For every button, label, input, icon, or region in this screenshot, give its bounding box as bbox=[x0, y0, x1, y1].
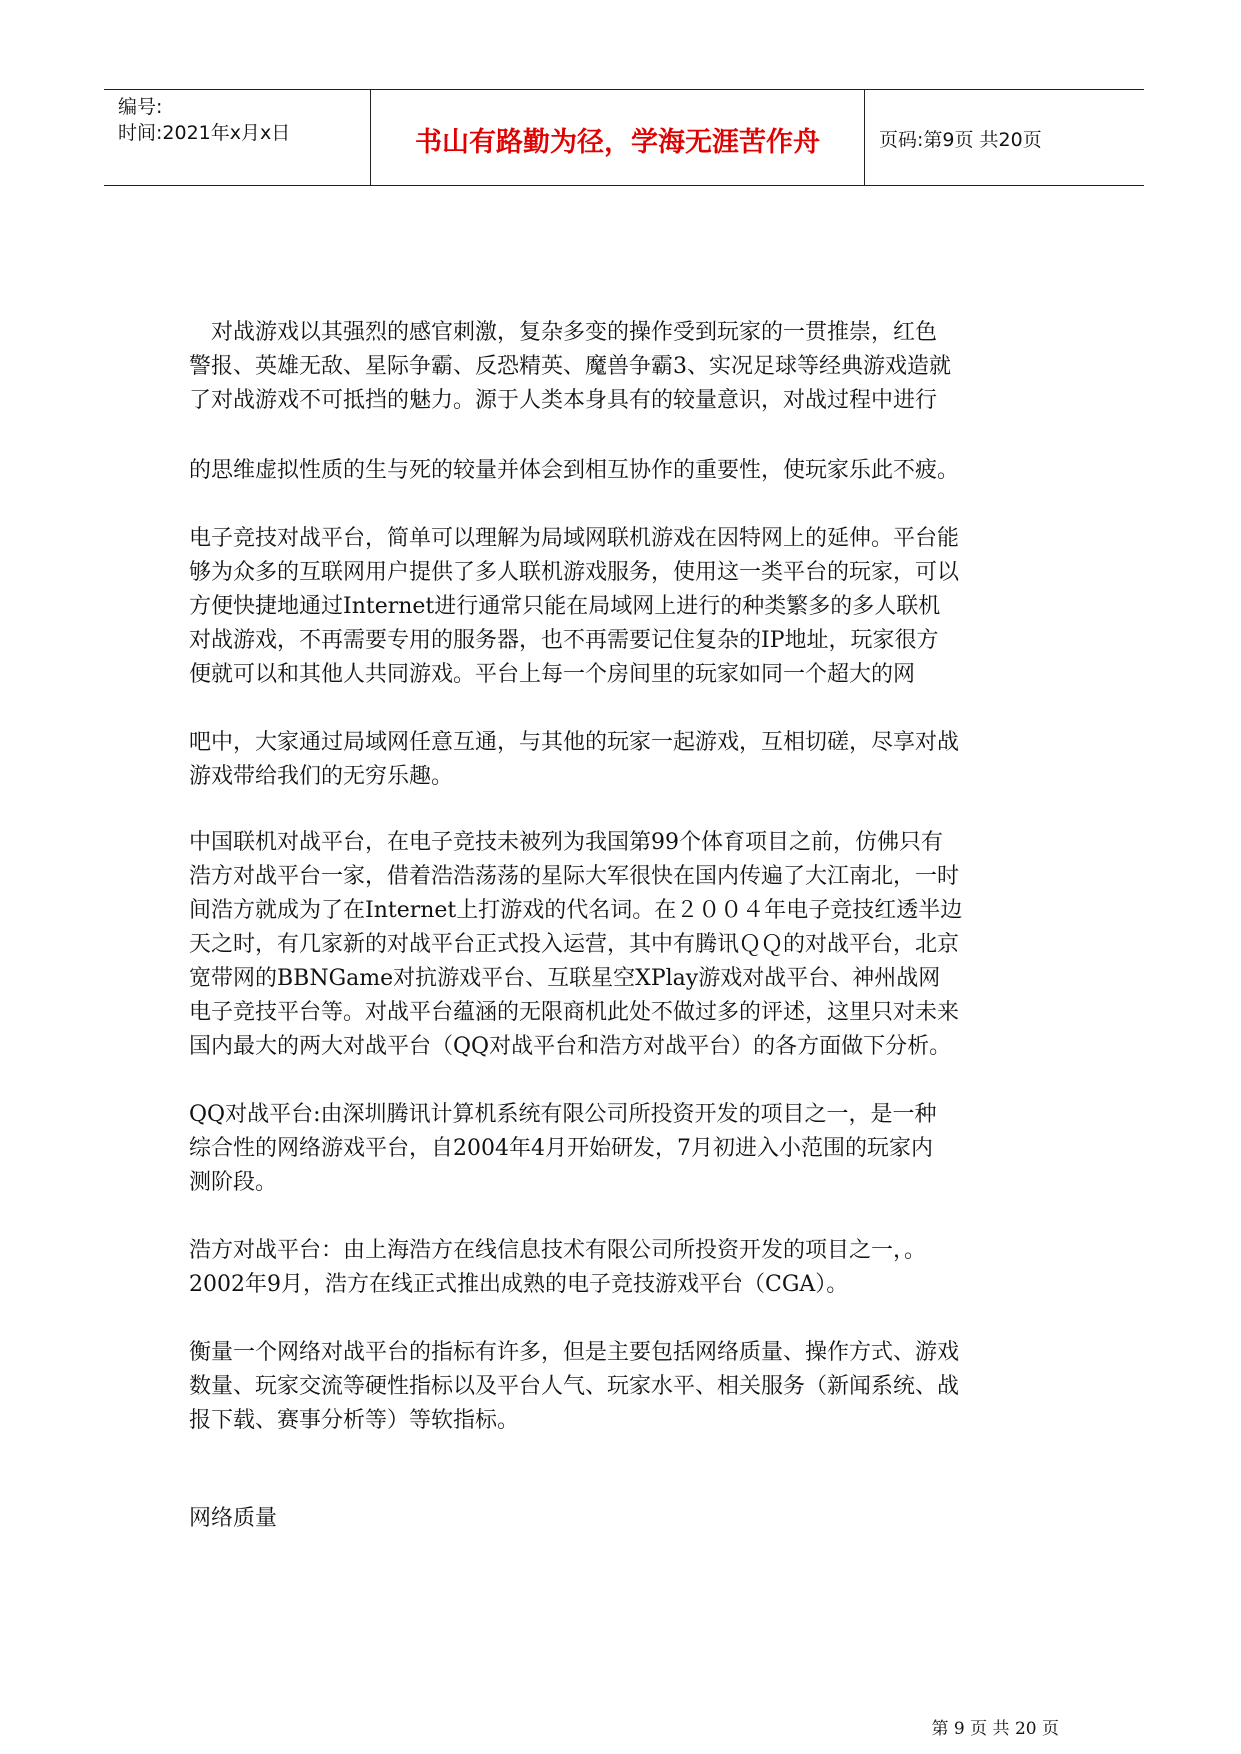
body-line: 数量、玩家交流等硬性指标以及平台人气、玩家水平、相关服务（新闻系统、战 bbox=[189, 1374, 960, 1399]
body-line: 报下载、赛事分析等）等软指标。 bbox=[189, 1408, 520, 1433]
body-line: 宽带网的BBNGame对抗游戏平台、互联星空XPlay游戏对战平台、神州战网 bbox=[189, 966, 941, 991]
body-line: 电子竞技对战平台，简单可以理解为局域网联机游戏在因特网上的延伸。平台能 bbox=[189, 526, 960, 551]
body-line: 的思维虚拟性质的生与死的较量并体会到相互协作的重要性，使玩家乐此不疲。 bbox=[189, 458, 960, 483]
body-line: 国内最大的两大对战平台（QQ对战平台和浩方对战平台）的各方面做下分析。 bbox=[189, 1034, 952, 1059]
header-page-cell bbox=[865, 90, 1144, 185]
body-line: 衡量一个网络对战平台的指标有许多，但是主要包括网络质量、操作方式、游戏 bbox=[189, 1340, 960, 1365]
body-line: 便就可以和其他人共同游戏。平台上每一个房间里的玩家如同一个超大的网 bbox=[189, 662, 916, 687]
body-line: 电子竞技平台等。对战平台蕴涵的无限商机此处不做过多的评述，这里只对未来 bbox=[189, 1000, 960, 1025]
body-line: 浩方对战平台一家，借着浩浩荡荡的星际大军很快在国内传遍了大江南北，一时 bbox=[189, 864, 960, 889]
body-line: 中国联机对战平台，在电子竞技未被列为我国第99个体育项目之前，仿佛只有 bbox=[189, 830, 943, 855]
body-line: 吧中，大家通过局域网任意互通，与其他的玩家一起游戏，互相切磋，尽享对战 bbox=[189, 730, 960, 755]
body-line: 天之时，有几家新的对战平台正式投入运营，其中有腾讯ＱＱ的对战平台，北京 bbox=[189, 932, 960, 957]
page-header bbox=[104, 89, 1144, 186]
header-page-info: 页码:第9页 共20页 bbox=[879, 129, 1042, 151]
body-line: 方便快捷地通过Internet进行通常只能在局域网上进行的种类繁多的多人联机 bbox=[189, 594, 941, 619]
body-line: 测阶段。 bbox=[189, 1170, 278, 1195]
section-heading: 网络质量 bbox=[189, 1506, 278, 1531]
header-motto-cell bbox=[371, 90, 865, 185]
body-line: 对战游戏，不再需要专用的服务器，也不再需要记住复杂的IP地址，玩家很方 bbox=[189, 628, 939, 653]
document-number-label: 编号: bbox=[118, 96, 163, 118]
document-time-label: 时间:2021年x月x日 bbox=[118, 122, 291, 144]
body-line: 警报、英雄无敌、星际争霸、反恐精英、魔兽争霸3、实况足球等经典游戏造就 bbox=[189, 354, 951, 379]
header-motto: 书山有路勤为径，学海无涯苦作舟 bbox=[415, 127, 820, 158]
body-line: 了对战游戏不可抵挡的魅力。源于人类本身具有的较量意识，对战过程中进行 bbox=[189, 388, 938, 413]
body-line: 够为众多的互联网用户提供了多人联机游戏服务，使用这一类平台的玩家，可以 bbox=[189, 560, 960, 585]
body-line: 2002年9月，浩方在线正式推出成熟的电子竞技游戏平台（CGA）。 bbox=[189, 1272, 849, 1297]
header-info-cell bbox=[104, 90, 371, 185]
body-line: 游戏带给我们的无穷乐趣。 bbox=[189, 764, 454, 789]
body-line: 浩方对战平台：由上海浩方在线信息技术有限公司所投资开发的项目之一，。 bbox=[189, 1238, 927, 1263]
body-line: 综合性的网络游戏平台，自2004年4月开始研发，7月初进入小范围的玩家内 bbox=[189, 1136, 933, 1161]
page-footer: 第 9 页 共 20 页 bbox=[931, 1719, 1059, 1739]
body-line: 对战游戏以其强烈的感官刺激，复杂多变的操作受到玩家的一贯推崇，红色 bbox=[189, 320, 938, 345]
body-line: QQ对战平台:由深圳腾讯计算机系统有限公司所投资开发的项目之一，是一种 bbox=[189, 1102, 937, 1127]
body-line: 间浩方就成为了在Internet上打游戏的代名词。在２００４年电子竞技红透半边 bbox=[189, 898, 963, 923]
